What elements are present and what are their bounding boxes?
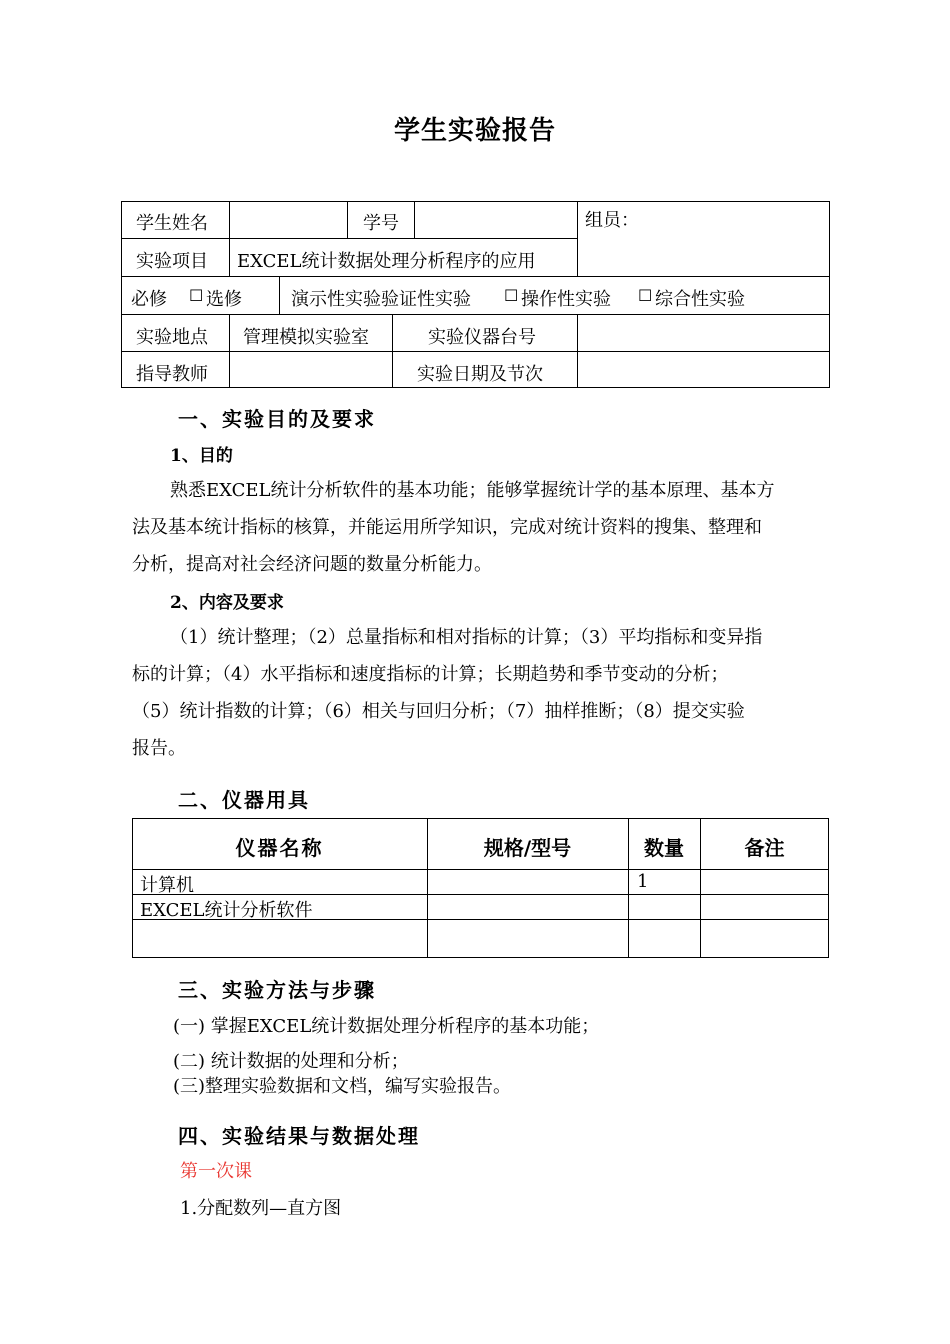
purpose-subheading: 1、目的 xyxy=(170,446,233,466)
type-operation: 操作性实验 xyxy=(521,289,611,310)
members-label: 组员： xyxy=(585,210,639,231)
step-1: (一) 掌握EXCEL统计数据处理分析程序的基本功能； xyxy=(173,1016,600,1037)
header-notes: 备注 xyxy=(744,836,785,860)
step-2: (二) 统计数据的处理和分析； xyxy=(173,1051,409,1072)
purpose-line-1: 熟悉EXCEL统计分析软件的基本功能；能够掌握统计学的基本原理、基本方 xyxy=(170,480,775,501)
instrument-table xyxy=(132,818,829,958)
elective-checkbox-icon[interactable]: ☐ xyxy=(189,286,204,305)
project-label: 实验项目 xyxy=(136,251,208,272)
purpose-line-3: 分析，提高对社会经济问题的数量分析能力。 xyxy=(132,554,492,575)
required-label: 必修 xyxy=(131,289,167,310)
row1-name: 计算机 xyxy=(140,875,194,896)
content-line-3: （5）统计指数的计算；（6）相关与回归分析；（7）抽样推断；（8）提交实验 xyxy=(132,701,745,722)
row2-name: EXCEL统计分析软件 xyxy=(140,900,313,921)
header-quantity: 数量 xyxy=(644,836,684,860)
section3-heading: 三、实验方法与步骤 xyxy=(178,978,376,1002)
type-comprehensive: 综合性实验 xyxy=(655,289,745,310)
student-id-label: 学号 xyxy=(363,213,399,234)
instrument-no-label: 实验仪器台号 xyxy=(428,327,536,348)
header-instrument-name: 仪器名称 xyxy=(235,836,324,860)
student-name-label: 学生姓名 xyxy=(136,213,208,234)
type-demo-verify: 演示性实验验证性实验 xyxy=(291,289,471,310)
content-subheading: 2、内容及要求 xyxy=(170,593,284,613)
content-line-2: 标的计算；（4）水平指标和速度指标的计算；长期趋势和季节变动的分析； xyxy=(132,664,729,685)
location-value: 管理模拟实验室 xyxy=(243,327,369,348)
info-table xyxy=(121,201,830,388)
step-3: (三)整理实验数据和文档，编写实验报告。 xyxy=(173,1076,512,1097)
elective-label: 选修 xyxy=(206,289,242,310)
project-value: EXCEL统计数据处理分析程序的应用 xyxy=(237,251,536,272)
section4-heading: 四、实验结果与数据处理 xyxy=(178,1124,420,1148)
location-label: 实验地点 xyxy=(136,327,208,348)
header-spec-model: 规格/型号 xyxy=(483,836,572,860)
teacher-label: 指导教师 xyxy=(136,364,208,385)
row1-quantity: 1 xyxy=(637,871,649,892)
first-class-label: 第一次课 xyxy=(180,1161,252,1182)
section1-heading: 一、实验目的及要求 xyxy=(178,407,376,431)
operation-checkbox-icon[interactable]: ☐ xyxy=(504,286,519,305)
date-label: 实验日期及节次 xyxy=(417,364,543,385)
section2-heading: 二、仪器用具 xyxy=(178,788,310,812)
comprehensive-checkbox-icon[interactable]: ☐ xyxy=(638,286,653,305)
report-title: 学生实验报告 xyxy=(393,116,556,146)
content-line-1: （1）统计整理；（2）总量指标和相对指标的计算；（3）平均指标和变异指 xyxy=(170,627,763,648)
purpose-line-2: 法及基本统计指标的核算，并能运用所学知识，完成对统计资料的搜集、整理和 xyxy=(132,517,762,538)
item-histogram: 1.分配数列—直方图 xyxy=(180,1198,342,1219)
content-line-4: 报告。 xyxy=(132,738,186,759)
